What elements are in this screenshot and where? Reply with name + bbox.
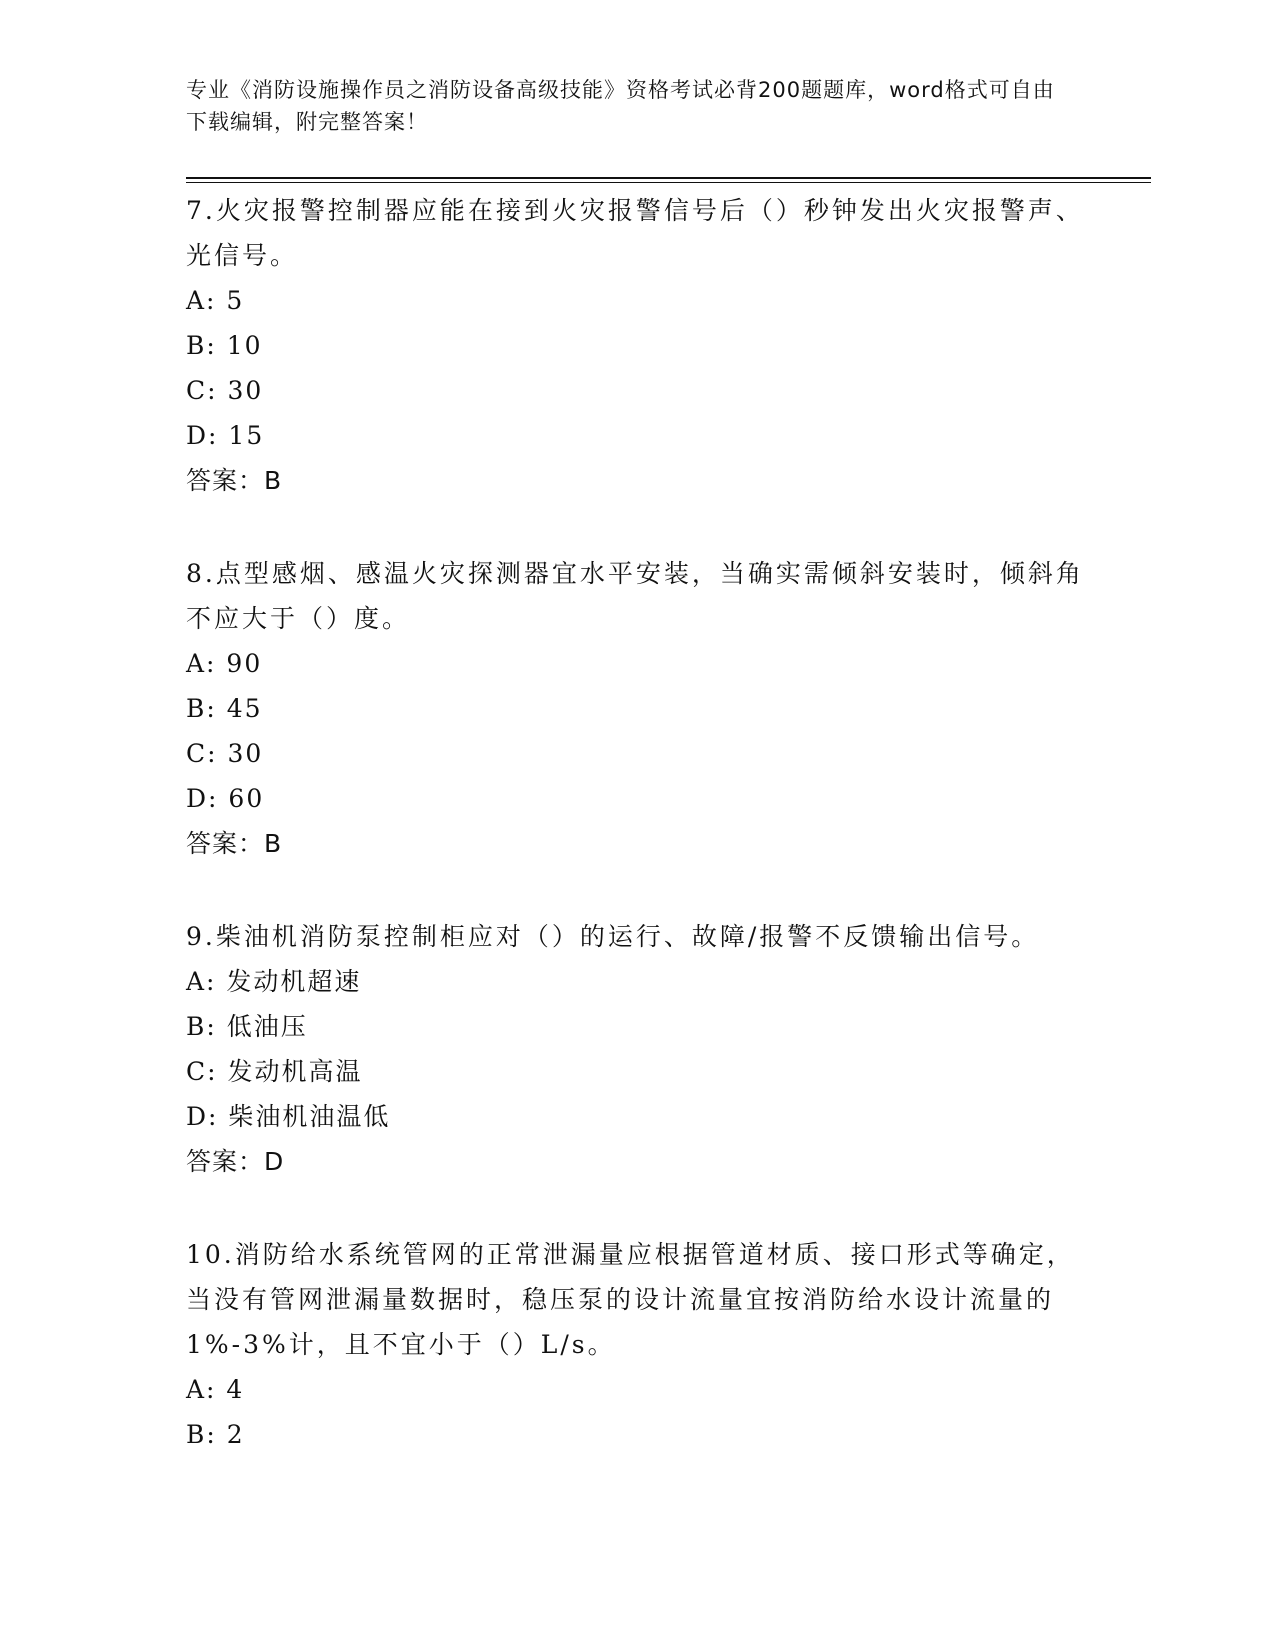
question-7	[186, 188, 1086, 503]
option-a: A: 4	[186, 1375, 245, 1404]
option-d: D: 柴油机油温低	[186, 1102, 391, 1131]
option-a: A: 90	[186, 649, 263, 678]
document-header: 专业《消防设施操作员之消防设备高级技能》资格考试必背200题题库，word格式可自由下载编辑，附完整答案！	[186, 78, 1055, 134]
answer: 答案：B	[186, 466, 283, 495]
answer: 答案：B	[186, 829, 283, 858]
question-stem: 8.点型感烟、感温火灾探测器宜水平安装，当确实需倾斜安装时，倾斜角不应大于（）度。	[186, 559, 1084, 633]
option-d: D: 15	[186, 421, 265, 450]
option-d: D: 60	[186, 784, 265, 813]
header-divider-thick	[186, 177, 1151, 179]
question-stem: 7.火灾报警控制器应能在接到火灾报警信号后（）秒钟发出火灾报警声、光信号。	[186, 196, 1084, 270]
question-10	[186, 1232, 1086, 1457]
question-9	[186, 914, 1086, 1184]
question-stem: 10.消防给水系统管网的正常泄漏量应根据管道材质、接口形式等确定，当没有管网泄漏量数据时，稳压泵的设计流量宜按消防给水设计流量的1%-3%计，且不宜小于（）L/s。	[186, 1240, 1075, 1359]
option-b: B: 10	[186, 331, 263, 360]
option-b: B: 45	[186, 694, 263, 723]
option-c: C: 30	[186, 739, 264, 768]
question-8	[186, 551, 1086, 866]
option-a: A: 5	[186, 286, 245, 315]
option-c: C: 发动机高温	[186, 1057, 363, 1086]
option-c: C: 30	[186, 376, 264, 405]
question-stem: 9.柴油机消防泵控制柜应对（）的运行、故障/报警不反馈输出信号。	[186, 922, 1040, 951]
option-b: B: 2	[186, 1420, 245, 1449]
option-a: A: 发动机超速	[186, 967, 362, 996]
header-divider-thin	[186, 182, 1151, 183]
option-b: B: 低油压	[186, 1012, 308, 1041]
answer: 答案：D	[186, 1147, 285, 1176]
